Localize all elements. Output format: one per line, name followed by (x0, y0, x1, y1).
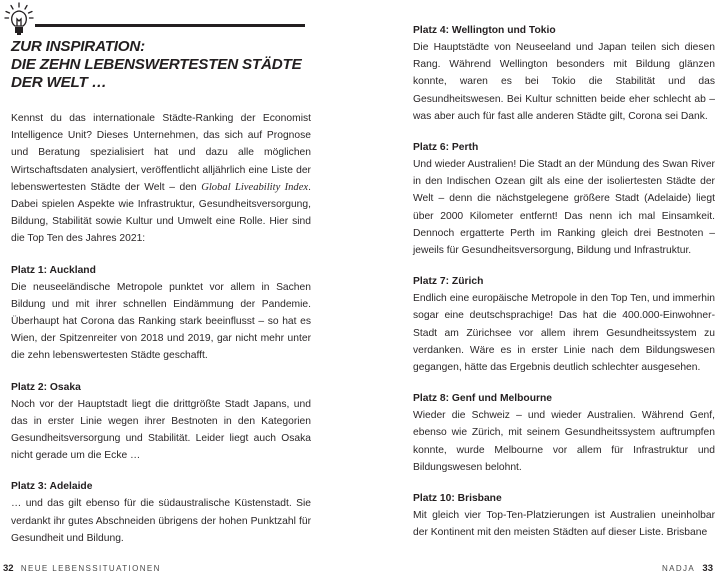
right-page (360, 0, 720, 578)
page-heading (11, 38, 311, 92)
running-title: NEUE LEBENSSITUATIONEN (20, 564, 161, 573)
heading-line: DER WELT … (11, 74, 107, 91)
page-footer (662, 564, 713, 574)
running-title: NADJA (661, 564, 696, 573)
page-footer (3, 564, 161, 574)
section-text: Die neuseeländische Metropole punktet vor allem in Sachen Bildung und mit ihrer schnellen Eindämmung der Pandemie. Überhaupt hat Corona das Ranking stark beeinflusst – so hat es Wien, der Spitzenreiter von 2018 und 2019, gar nicht mehr unter die zehn lebenswertesten Städte geschafft. (11, 281, 311, 362)
ranking-section (413, 273, 715, 376)
section-title: Platz 2: Osaka (11, 381, 81, 393)
intro-paragraph (11, 110, 311, 248)
section-title: Platz 3: Adelaide (11, 481, 93, 493)
section-text: Und wieder Australien! Die Stadt an der Mündung des Swan River in den Indischen Ozean gilt als eine der isoliertesten Städte der Welt – denn die nächstgelegene größere Stadt (Adelaide) liegt über 2000 Kilometer entfernt! Das nenn ich mal Einsamkeit. Dennoch ergatterte Perth im Ranking gleich drei Bestnoten – jeweils für Gesundheitsversorgung, Bildung und Infrastruktur. (413, 159, 715, 257)
ranking-section (413, 390, 715, 476)
heading-line: ZUR INSPIRATION: (11, 38, 146, 55)
section-text: Die Hauptstädte von Neuseeland und Japan teilen sich diesen Rang. Während Wellington besonders mit Bildung glänzen konnte, waren es bei Tokio die Stabilität und das Gesundheitswesen. Bei Kultur schnitten beide eher schlecht ab – was aber auch für fast alle anderen Städte gilt, Corona sei Dank. (413, 42, 715, 122)
ranking-section (413, 490, 715, 541)
section-text: Wieder die Schweiz – und wieder Australien. Während Genf, ebenso wie Zürich, mit seinem Gesundheitssystem auftrumpfen konnte, wurde Melbourne vor allem für Infrastruktur und Bildungswesen belohnt. (413, 410, 715, 473)
section-title: Platz 10: Brisbane (413, 493, 502, 505)
section-title: Platz 7: Zürich (413, 276, 484, 288)
section-title: Platz 8: Genf und Melbourne (413, 393, 553, 405)
section-text: Noch vor der Hauptstadt liegt die drittgrößte Stadt Japans, und das in erster Linie wegen ihrer Bestnoten in den Kategorien Gesundheitsversorgung und Stabilität. Leider liegt auch Osaka nicht gerade um die Ecke … (11, 398, 311, 462)
ranking-section (413, 22, 715, 125)
page-number: 33 (702, 563, 713, 574)
ranking-section (11, 379, 311, 465)
intro-text: Kennst du das internationale Städte-Ranking der Economist Intelligence Unit? Dieses Unternehmen, das sich auf Prognose und Beratung spezialisiert hat und dazu alle möglichen Wirtschaftsdaten analysiert, veröffentlicht alljährlich eine Liste der lebenswertesten Städte der Welt – den (11, 113, 311, 193)
section-title: Platz 6: Perth (413, 142, 479, 154)
right-text-column (413, 0, 715, 541)
ranking-section (11, 478, 311, 547)
section-text: Mit gleich vier Top-Ten-Platzierungen ist Australien uneinholbar der Kontinent mit den meisten Städten auf dieser Liste. Brisbane (413, 510, 715, 539)
page-number: 32 (3, 563, 14, 574)
index-name: Global Liveability Index (201, 181, 309, 193)
ranking-section (11, 262, 311, 365)
intro-block (11, 110, 311, 248)
heading-line: DIE ZEHN LEBENSWERTESTEN STÄDTE (11, 56, 302, 73)
section-title: Platz 1: Auckland (11, 264, 96, 276)
section-text: … und das gilt ebenso für die südaustralische Küstenstadt. Sie verdankt ihr gutes Abschneiden übrigens der hohen Punktzahl für Gesundheit und Bildung. (11, 498, 311, 544)
intro-text-cont: . Dabei spielen Aspekte wie Infrastruktur, Gesundheitsversorgung, Bildung, Stabilität sowie Kultur und Umwelt eine Rolle. Hier sind die Top Ten des Jahres 2021: (11, 181, 311, 245)
section-text: Endlich eine europäische Metropole in den Top Ten, und immerhin sogar eine deutschsprachige! Das hat die 400.000-Einwohner-Stadt am Zürichsee vor allem ihrem Gesundheitssystem zu verdanken. Wäre es in erster Linie nach dem Bildungswesen gegangen, hätte das Ergebnis deutlich schlechter ausgesehen. (413, 293, 715, 374)
section-title: Platz 4: Wellington und Tokio (413, 25, 556, 36)
ranking-section (413, 139, 715, 259)
left-text-column (11, 0, 311, 547)
